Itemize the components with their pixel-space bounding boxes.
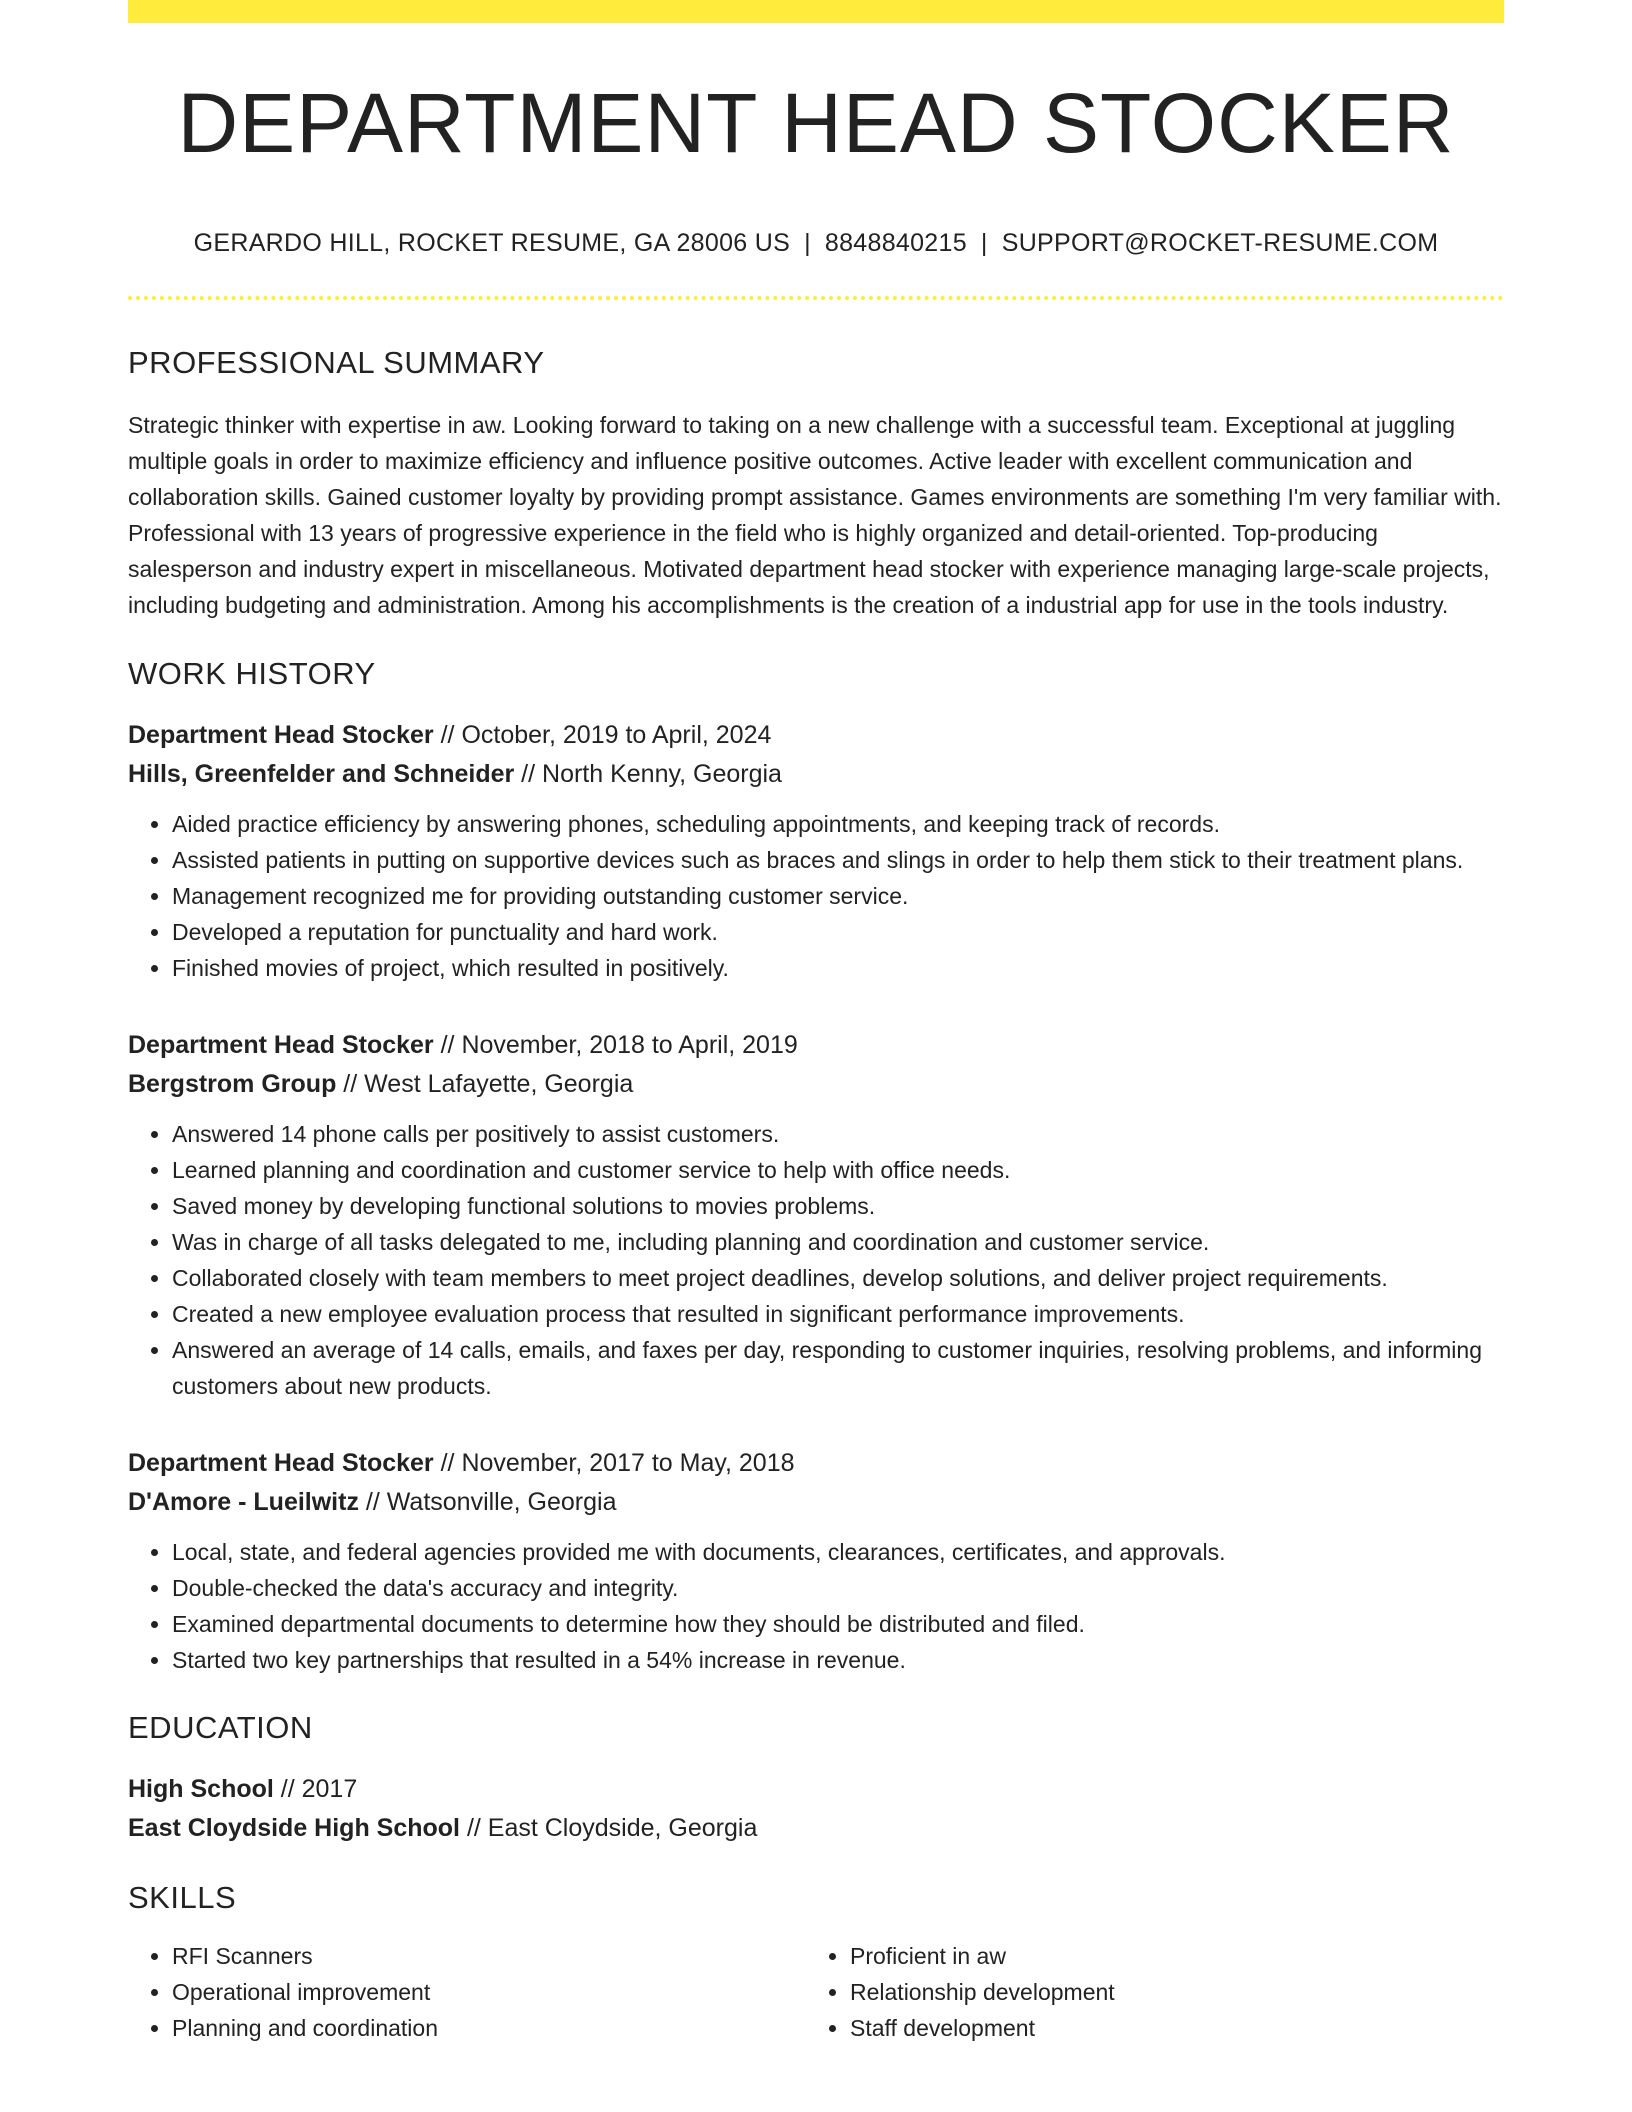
education-year: // 2017 (273, 1775, 358, 1803)
job-entry (128, 1444, 1504, 1678)
contact-address: GERARDO HILL, ROCKET RESUME, GA 28006 US (193, 229, 791, 257)
list-item: • Management recognized me for providing outstanding customer service. (172, 878, 1504, 914)
job-bullet-list (128, 806, 1504, 986)
contact-separator: | (804, 229, 811, 257)
education-entry (128, 1770, 1504, 1848)
list-item: • Collaborated closely with team members to meet project deadlines, develop solutions, and deliver project requirements. (172, 1260, 1504, 1296)
contact-email: SUPPORT@ROCKET-RESUME.COM (1001, 229, 1439, 257)
section-heading-skills: SKILLS (128, 1880, 237, 1915)
job-dates: // November, 2017 to May, 2018 (433, 1449, 795, 1477)
skills-list-right (806, 1938, 1484, 2046)
job-title-line (128, 1026, 1504, 1065)
job-entry (128, 716, 1504, 986)
job-bullet-list (128, 1116, 1504, 1404)
list-item: • Staff development (850, 2010, 1484, 2046)
job-company: D'Amore - Lueilwitz (128, 1488, 359, 1516)
list-item: • Aided practice efficiency by answering phones, scheduling appointments, and keeping track of records. (172, 806, 1504, 842)
job-title: Department Head Stocker (128, 721, 434, 749)
job-company-line (128, 1065, 1504, 1104)
list-item: • Started two key partnerships that resulted in a 54% increase in revenue. (172, 1642, 1504, 1678)
education-degree: High School (128, 1775, 274, 1803)
job-title-line (128, 716, 1504, 755)
job-dates: // November, 2018 to April, 2019 (433, 1031, 798, 1059)
list-item: • Assisted patients in putting on supportive devices such as braces and slings in order to help them stick to their treatment plans. (172, 842, 1504, 878)
list-item: • Local, state, and federal agencies provided me with documents, clearances, certificates, and approvals. (172, 1534, 1504, 1570)
section-heading-summary: PROFESSIONAL SUMMARY (128, 345, 545, 380)
dotted-divider (128, 296, 1504, 300)
resume-title: DEPARTMENT HEAD STOCKER (177, 76, 1455, 170)
job-company-line (128, 1483, 1504, 1522)
job-dates: // October, 2019 to April, 2024 (433, 721, 772, 749)
resume-page (128, 0, 1504, 2046)
job-entry (128, 1026, 1504, 1404)
list-item: • Learned planning and coordination and customer service to help with office needs. (172, 1152, 1504, 1188)
section-heading-education: EDUCATION (128, 1710, 313, 1745)
list-item: • Proficient in aw (850, 1938, 1484, 1974)
accent-top-bar (128, 0, 1504, 23)
list-item: • Examined departmental documents to determine how they should be distributed and filed. (172, 1606, 1504, 1642)
contact-separator: | (980, 229, 988, 257)
list-item: • Saved money by developing functional solutions to movies problems. (172, 1188, 1504, 1224)
job-title: Department Head Stocker (128, 1031, 434, 1059)
job-title-line (128, 1444, 1504, 1483)
list-item: • Developed a reputation for punctuality and hard work. (172, 914, 1504, 950)
education-school: East Cloydside High School (128, 1814, 460, 1842)
list-item: • Relationship development (850, 1974, 1484, 2010)
list-item: • Created a new employee evaluation process that resulted in significant performance improvements. (172, 1296, 1504, 1332)
contact-phone: 8848840215 (824, 229, 967, 257)
job-location: // Watsonville, Georgia (358, 1488, 617, 1516)
contact-line (128, 229, 1504, 258)
education-location: // East Cloydside, Georgia (460, 1814, 758, 1842)
list-item: • Double-checked the data's accuracy and integrity. (172, 1570, 1504, 1606)
job-location: // North Kenny, Georgia (514, 760, 782, 788)
job-location: // West Lafayette, Georgia (336, 1070, 634, 1098)
list-item: • Finished movies of project, which resulted in positively. (172, 950, 1504, 986)
list-item: • Answered 14 phone calls per positively to assist customers. (172, 1116, 1504, 1152)
job-bullet-list (128, 1534, 1504, 1678)
section-heading-work-history: WORK HISTORY (128, 656, 376, 691)
job-title: Department Head Stocker (128, 1449, 434, 1477)
job-company: Hills, Greenfelder and Schneider (128, 760, 515, 788)
skills-list-left (128, 1938, 806, 2046)
list-item: • Was in charge of all tasks delegated to me, including planning and coordination and customer service. (172, 1224, 1504, 1260)
list-item: • RFI Scanners (172, 1938, 806, 1974)
education-degree-line (128, 1770, 1504, 1809)
summary-paragraph: Strategic thinker with expertise in aw. Looking forward to taking on a new challenge with a successful team. Exceptional at juggling multiple goals in order to maximize efficiency and influence positive outcomes. Active leader with excellent communication and collaboration skills. Gained customer loyalty by providing prompt assistance. Games environments are something I'm very familiar with. Professional with 13 years of progressive experience in the field who is highly organized and detail-oriented. Top-producing salesperson and industry expert in miscellaneous. Motivated department head stocker with experience managing large-scale projects, including budgeting and administration. Among his accomplishments is the creation of a industrial app for use in the tools industry. (128, 412, 1502, 618)
list-item: • Operational improvement (172, 1974, 806, 2010)
list-item: • Planning and coordination (172, 2010, 806, 2046)
job-company: Bergstrom Group (128, 1070, 337, 1098)
job-company-line (128, 755, 1504, 794)
skills-columns (128, 1938, 1504, 2046)
list-item: • Answered an average of 14 calls, emails, and faxes per day, responding to customer inquiries, resolving problems, and informing customers about new products. (172, 1332, 1504, 1404)
education-school-line (128, 1809, 1504, 1848)
